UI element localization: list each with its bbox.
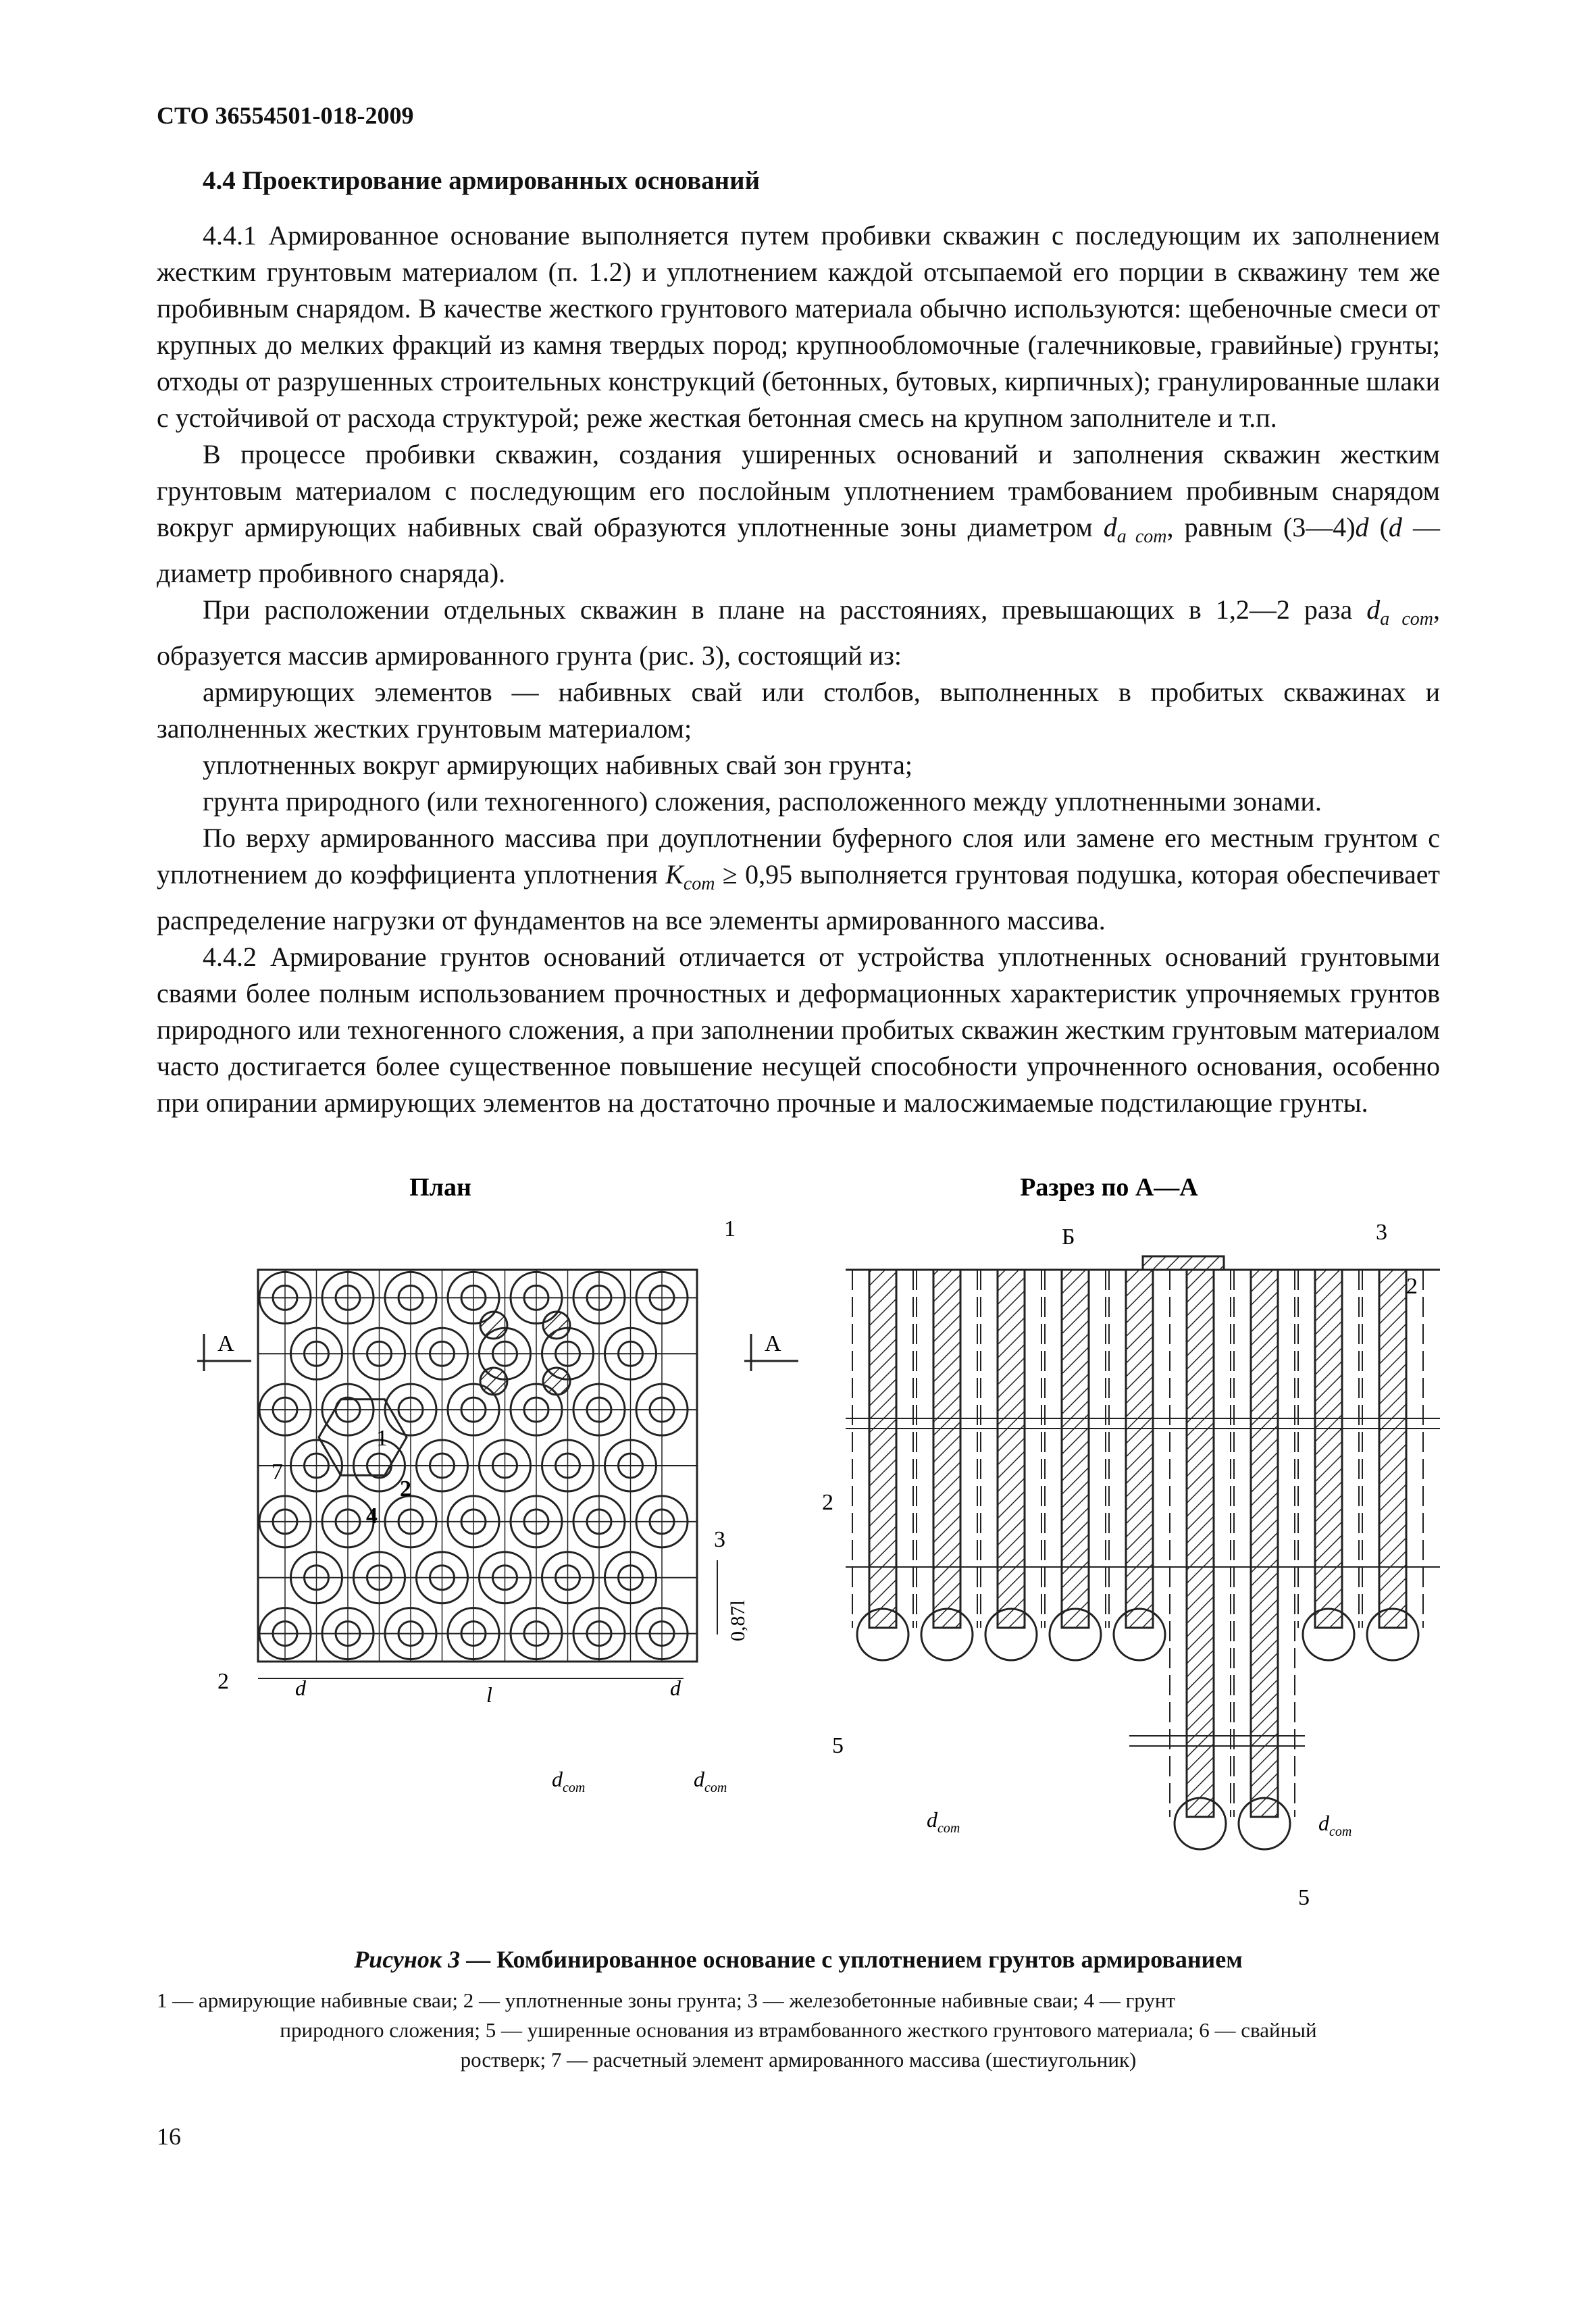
section-pile bbox=[1315, 1270, 1342, 1628]
plan-label-3: 3 bbox=[714, 1527, 725, 1552]
list-item-natural: грунта природного (или техногенного) сложения, расположенного между уплотненными зонами. bbox=[203, 786, 1322, 817]
plan-dim-dcom-2: $d_{com}$ bbox=[694, 1767, 727, 1795]
plan-dim-087l: 0,87l bbox=[727, 1600, 749, 1641]
section-pile bbox=[998, 1270, 1025, 1628]
section-label-b: Б bbox=[1062, 1225, 1075, 1250]
legend-line-1: 1 — армирующие набивные сваи; 2 — уплотненные зоны грунта; 3 — железобетонные набивные сваи; 4 — грунт bbox=[157, 1988, 1176, 2012]
section-view-title: Разрез по А—А bbox=[1020, 1173, 1198, 1202]
section-dim-dcom-left: $d_{com}$ bbox=[927, 1807, 960, 1836]
section-pile bbox=[1062, 1270, 1089, 1628]
section-dim-dcom-right: $d_{com}$ bbox=[1318, 1811, 1352, 1839]
figure-caption: Рисунок 3 — Комбинированное основание с уплотнением грунтов армированием bbox=[354, 1946, 1243, 1973]
figure-3 bbox=[157, 1168, 1440, 1938]
list-item-compacted: уплотненных вокруг армирующих набивных свай зон грунта; bbox=[203, 750, 912, 780]
plan-title: План bbox=[409, 1173, 471, 1202]
section-pile bbox=[869, 1270, 896, 1628]
section-label-5-left: 5 bbox=[832, 1733, 844, 1758]
plan-label-a-right: А bbox=[765, 1331, 781, 1356]
body-text bbox=[157, 217, 1440, 1121]
figure-legend bbox=[157, 1986, 1440, 2075]
legend-line-2: природного сложения; 5 — уширенные основания из втрамбованного жесткого грунтового материала; 6 — свайный bbox=[280, 2018, 1317, 2042]
section-pile bbox=[933, 1270, 960, 1628]
section-label-3: 3 bbox=[1376, 1220, 1387, 1245]
paragraph-4-4-2: 4.4.2 Армирование грунтов оснований отличается от устройства уплотненных оснований грунтовыми сваями более полным использованием прочностных и деформационных характеристик упрочняемых грунтов природного или техногенного сложения, а при заполнении пробитых скважин жестким грунтовым материалом часто достигается более существенное повышение несущей способности упрочненного основания, особенно при опирании армирующих элементов на достаточно прочные и малосжимаемые подстилающие грунты. bbox=[157, 942, 1440, 1118]
plan-dim-l: l bbox=[486, 1682, 492, 1707]
rc-pile-hatched bbox=[480, 1368, 507, 1395]
calc-hexagon bbox=[319, 1399, 407, 1476]
paragraph-process: В процессе пробивки скважин, создания уширенных оснований и заполнения скважин жестким грунтовым материалом с последующим его послойным уплотнением трамбованием пробивным снарядом вокруг армирующих набивных свай образуются уплотненные зоны диаметром $d_{a com}$, равным (3—4)d (d — диаметр пробивного снаряда). bbox=[157, 439, 1440, 588]
paragraph-4-4-1: 4.4.1 Армированное основание выполняется путем пробивки скважин с последующим их заполнением жестким грунтовым материалом (п. 1.2) и уплотнением каждой отсыпаемой его порции в скважину тем же пробивным снарядом. В качестве жесткого грунтового материала обычно используются: щебеночные смеси от крупных до мелких фракций из камня твердых пород; крупнообломочные (галечниковые, гравийные) грунты; отходы от разрушенных строительных конструкций (бетонных, бутовых, кирпичных); гранулированные шлаки с устойчивой от расхода структурой; реже жесткая бетонная смесь на крупном заполнителе и т.п. bbox=[157, 220, 1440, 433]
section-title: 4.4 Проектирование армированных оснований bbox=[203, 166, 761, 195]
rc-pile-hatched bbox=[543, 1312, 570, 1339]
paragraph-cushion: По верху армированного массива при доуплотнении буферного слоя или замене его местным грунтом с уплотнением до коэффициента уплотнения $K_{com} \ge 0,95$ выполняется грунтовая подушка, которая обеспечивает распределение нагрузки от фундаментов на все элементы армированного массива. bbox=[157, 823, 1440, 935]
page-number: 16 bbox=[157, 2123, 181, 2150]
section-pile bbox=[1126, 1270, 1153, 1628]
plan-label-7: 7 bbox=[272, 1460, 283, 1485]
plan-dim-d-right: d bbox=[670, 1676, 681, 1700]
plan-view bbox=[197, 1270, 798, 1678]
section-pile bbox=[1251, 1270, 1278, 1817]
figure-drawing bbox=[157, 1168, 1440, 1938]
plan-dim-dcom-1: $d_{com}$ bbox=[552, 1767, 586, 1795]
grillage-pad bbox=[1143, 1256, 1224, 1270]
plan-dim-d-left: d bbox=[295, 1676, 306, 1700]
section-pile bbox=[1187, 1270, 1214, 1817]
section-label-2-right: 2 bbox=[1406, 1274, 1418, 1299]
plan-label-2-left: 2 bbox=[217, 1669, 229, 1694]
rc-pile-hatched bbox=[480, 1312, 507, 1339]
list-item-reinforcing: армирующих элементов — набивных свай или столбов, выполненных в пробитых скважинах и заполненных жестких грунтовым материалом; bbox=[157, 677, 1440, 744]
plan-label-4: 4 bbox=[366, 1503, 378, 1528]
section-label-5-bottom: 5 bbox=[1298, 1885, 1310, 1910]
plan-label-a-left: А bbox=[217, 1331, 234, 1356]
plan-label-1-top: 1 bbox=[724, 1216, 736, 1241]
document-code: СТО 36554501-018-2009 bbox=[157, 102, 414, 129]
section-pile bbox=[1379, 1270, 1406, 1628]
paragraph-layout: При расположении отдельных скважин в плане на расстояниях, превышающих в 1,2—2 раза $d_{a com}$, образуется массив армированного грунта (рис. 3), состоящий из: bbox=[157, 594, 1440, 671]
section-view bbox=[846, 1256, 1440, 1849]
plan-label-1: 1 bbox=[376, 1426, 388, 1451]
legend-line-3: ростверк; 7 — расчетный элемент армированного массива (шестиугольник) bbox=[460, 2048, 1137, 2072]
rc-pile-hatched bbox=[543, 1368, 570, 1395]
section-label-2-left: 2 bbox=[822, 1490, 833, 1515]
plan-label-2: 2 bbox=[400, 1476, 411, 1501]
